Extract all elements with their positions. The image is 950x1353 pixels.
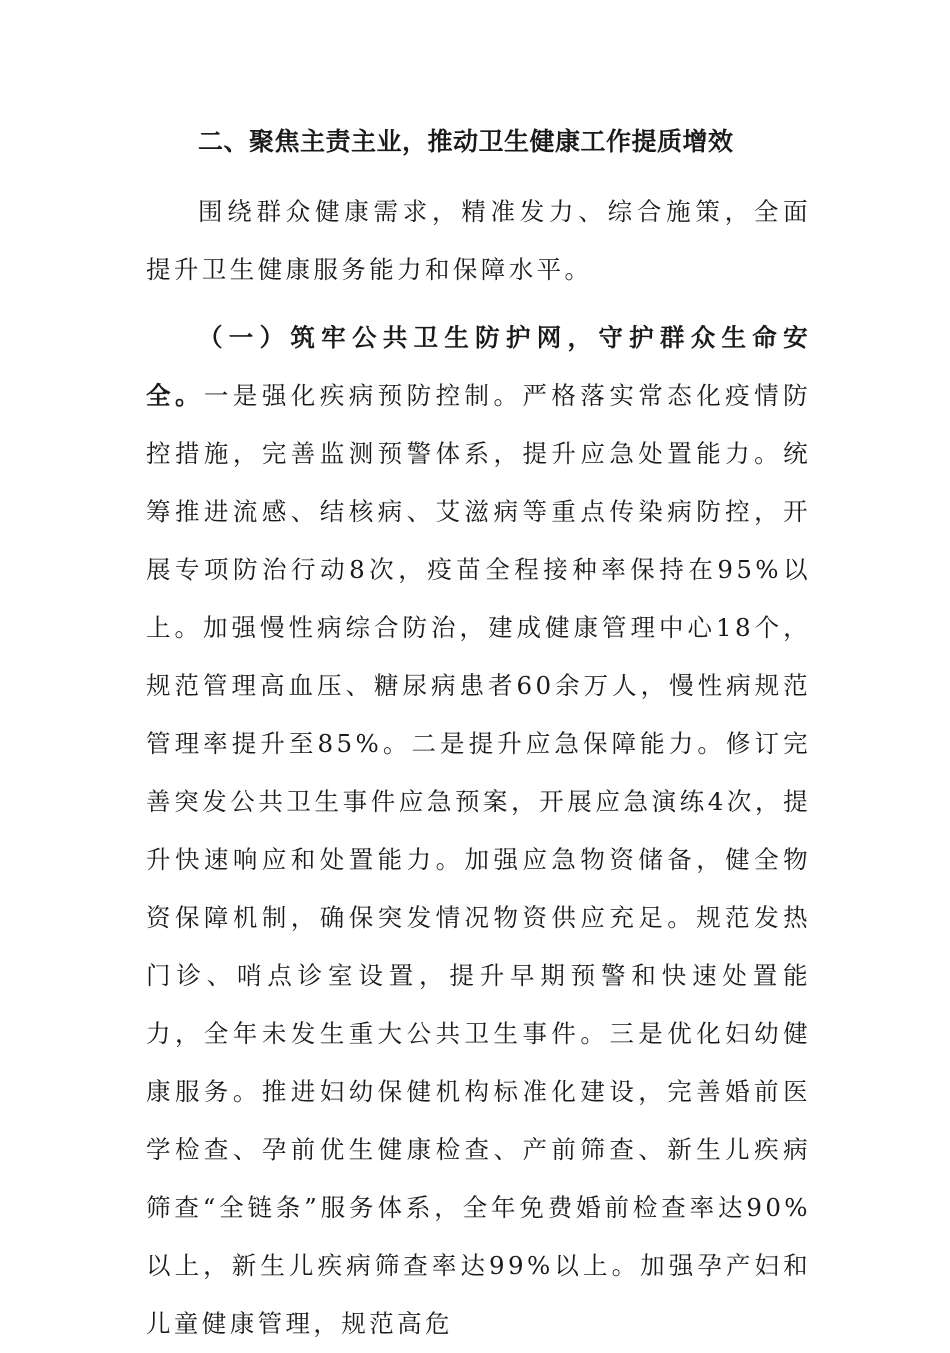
subsection-body: 一是强化疾病预防控制。严格落实常态化疫情防控措施，完善监测预警体系，提升应急处置能力。统筹推进流感、结核病、艾滋病等重点传染病防控，开展专项防治行动8次，疫苗全程接种率保持在95%以上。加强慢性病综合防治，建成健康管理中心18个，规范管理高血压、糖尿病患者60余万人，慢性病规范管理率提升至85%。二是提升应急保障能力。修订完善突发公共卫生事件应急预案，开展应急演练4次，提升快速响应和处置能力。加强应急物资储备，健全物资保障机制，确保突发情况物资供应充足。规范发热门诊、哨点诊室设置，提升早期预警和快速处置能力，全年未发生重大公共卫生事件。三是优化妇幼健康服务。推进妇幼保健机构标准化建设，完善婚前医学检查、孕前优生健康检查、产前筛查、新生儿疾病筛查“全链条”服务体系，全年免费婚前检查率达90%以上，新生儿疾病筛查率达99%以上。加强孕产妇和儿童健康管理，规范高危 xyxy=(146,381,811,1338)
section-heading: 二、聚焦主责主业，推动卫生健康工作提质增效 xyxy=(198,127,734,156)
subsection-paragraph xyxy=(146,309,811,1353)
subsection-heading: （一）筑牢公共卫生防护网，守护群众生命安全。 xyxy=(146,323,811,410)
intro-paragraph: 围绕群众健康需求，精准发力、综合施策，全面提升卫生健康服务能力和保障水平。 xyxy=(146,197,811,284)
